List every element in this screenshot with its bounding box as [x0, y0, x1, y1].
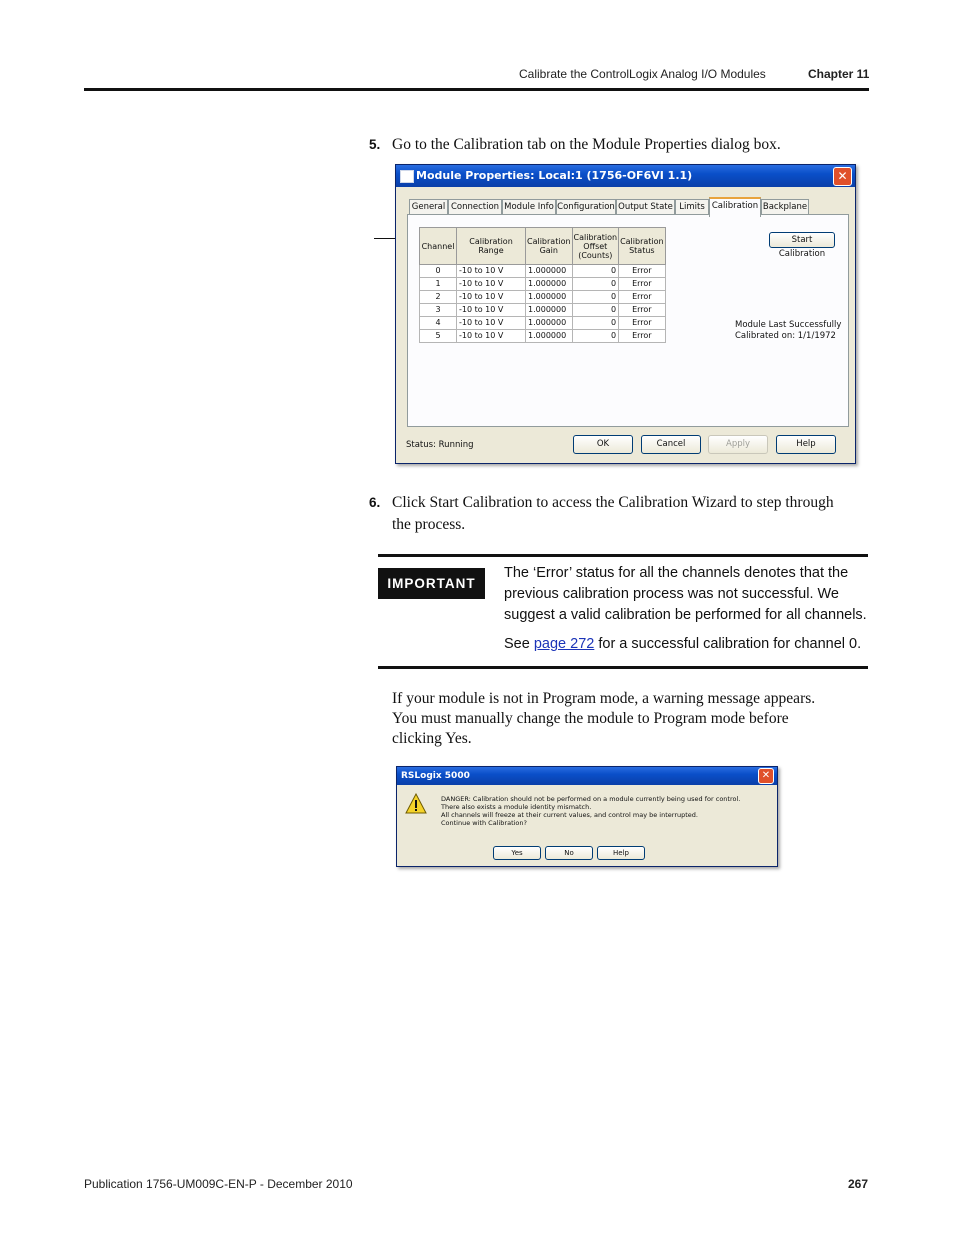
warning-line1: DANGER: Calibration should not be performed on a module currently being used for control. [441, 795, 741, 803]
calibration-panel [407, 214, 849, 427]
cell-offset: 0 [572, 278, 619, 291]
step-5-number: 5. [369, 137, 381, 152]
table-row[interactable] [420, 278, 666, 291]
warning-line2: There also exists a module identity mismatch. [441, 803, 592, 811]
important-label: IMPORTANT [378, 568, 485, 599]
cell-status: Error [619, 278, 666, 291]
tab-output-state[interactable]: Output State [616, 199, 675, 215]
table-header-row [420, 228, 666, 265]
cell-gain: 1.000000 [526, 291, 573, 304]
table-row[interactable] [420, 304, 666, 317]
rslogix-warning-dialog [396, 766, 778, 867]
cell-range: -10 to 10 V [457, 304, 526, 317]
cell-range: -10 to 10 V [457, 317, 526, 330]
tab-limits[interactable]: Limits [675, 199, 709, 215]
see-suffix: for a successful calibration for channel 0. [594, 636, 862, 652]
tab-configuration[interactable]: Configuration [556, 199, 616, 215]
tab-connection[interactable]: Connection [448, 199, 502, 215]
page-272-link[interactable]: page 272 [533, 636, 595, 652]
important-line2: previous calibration process was not successful. We [504, 586, 839, 602]
cell-status: Error [619, 317, 666, 330]
cell-channel: 5 [420, 330, 457, 343]
step-6-line1: Click Start Calibration to access the Calibration Wizard to step through [392, 494, 834, 511]
window-icon [400, 170, 414, 183]
step-6-line2: the process. [392, 516, 466, 533]
step-6-number: 6. [369, 495, 381, 510]
header-rule [84, 88, 869, 91]
module-dialog-titlebar [396, 165, 855, 187]
step-5-text: Go to the Calibration tab on the Module Properties dialog box. [392, 136, 781, 153]
table-row[interactable] [420, 291, 666, 304]
cell-range: -10 to 10 V [457, 330, 526, 343]
see-prefix: See [504, 636, 534, 652]
warning-icon [405, 793, 427, 814]
close-icon[interactable]: ✕ [758, 768, 774, 784]
help-button[interactable]: Help [776, 435, 836, 454]
last-calibrated-line2: Calibrated on: 1/1/1972 [735, 331, 836, 341]
cell-channel: 1 [420, 278, 457, 291]
tab-calibration[interactable]: Calibration [709, 197, 761, 217]
yes-button[interactable]: Yes [493, 846, 541, 860]
cell-channel: 0 [420, 265, 457, 278]
tab-backplane[interactable]: Backplane [761, 199, 809, 215]
program-mode-line3: clicking Yes. [392, 730, 472, 747]
status-text: Status: Running [406, 440, 474, 450]
module-properties-dialog [395, 164, 856, 464]
cell-range: -10 to 10 V [457, 265, 526, 278]
footer-publication: Publication 1756-UM009C-EN-P - December 2010 [84, 1177, 353, 1191]
table-row[interactable] [420, 317, 666, 330]
tab-module-info[interactable]: Module Info [502, 199, 556, 215]
last-calibrated-line1: Module Last Successfully [735, 320, 842, 330]
warning-dialog-title: RSLogix 5000 [401, 771, 470, 781]
start-calibration-button[interactable]: Start Calibration [769, 232, 835, 248]
program-mode-line2: You must manually change the module to Program mode before [392, 710, 789, 727]
table-row[interactable] [420, 330, 666, 343]
cell-channel: 3 [420, 304, 457, 317]
cell-gain: 1.000000 [526, 330, 573, 343]
col-calibration-status: Calibration Status [619, 228, 666, 265]
warning-line3: All channels will freeze at their current values, and control may be interrupted. [441, 811, 698, 819]
cell-status: Error [619, 330, 666, 343]
warning-line4: Continue with Calibration? [441, 819, 527, 827]
cell-status: Error [619, 304, 666, 317]
cell-offset: 0 [572, 330, 619, 343]
important-line3: suggest a valid calibration be performed for all channels. [504, 607, 867, 623]
close-icon[interactable]: ✕ [833, 167, 852, 186]
warning-help-button[interactable]: Help [597, 846, 645, 860]
cell-range: -10 to 10 V [457, 291, 526, 304]
no-button[interactable]: No [545, 846, 593, 860]
module-dialog-title: Module Properties: Local:1 (1756-OF6VI 1.1) [416, 169, 693, 182]
tab-general[interactable]: General [409, 199, 448, 215]
important-see-line [504, 634, 861, 655]
footer-page-number: 267 [848, 1177, 869, 1191]
cell-range: -10 to 10 V [457, 278, 526, 291]
col-calibration-gain: Calibration Gain [526, 228, 573, 265]
warning-dialog-titlebar [397, 767, 777, 785]
cell-offset: 0 [572, 265, 619, 278]
cell-status: Error [619, 291, 666, 304]
calibration-table [419, 227, 666, 343]
cell-offset: 0 [572, 317, 619, 330]
cancel-button[interactable]: Cancel [641, 435, 701, 454]
col-calibration-range: Calibration Range [457, 228, 526, 265]
header-chapter: Chapter 11 [808, 67, 870, 81]
cell-gain: 1.000000 [526, 278, 573, 291]
ok-button[interactable]: OK [573, 435, 633, 454]
cell-offset: 0 [572, 291, 619, 304]
important-bottom-rule [378, 666, 868, 669]
table-row[interactable] [420, 265, 666, 278]
cell-channel: 4 [420, 317, 457, 330]
header-section-title: Calibrate the ControlLogix Analog I/O Modules [519, 67, 766, 81]
cell-status: Error [619, 265, 666, 278]
cell-gain: 1.000000 [526, 317, 573, 330]
col-calibration-offset: Calibration Offset (Counts) [572, 228, 619, 265]
cell-offset: 0 [572, 304, 619, 317]
apply-button[interactable]: Apply [708, 435, 768, 454]
cell-gain: 1.000000 [526, 265, 573, 278]
cell-gain: 1.000000 [526, 304, 573, 317]
col-channel: Channel [420, 228, 457, 265]
important-line1: The ‘Error’ status for all the channels denotes that the [504, 565, 849, 581]
program-mode-line1: If your module is not in Program mode, a warning message appears. [392, 690, 816, 707]
cell-channel: 2 [420, 291, 457, 304]
important-top-rule [378, 554, 868, 557]
